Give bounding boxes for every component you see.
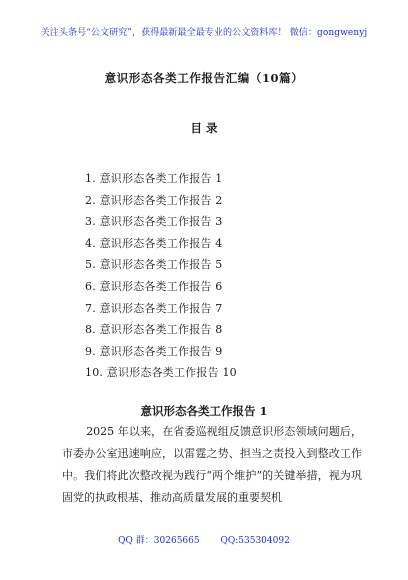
body-paragraph: 2025 年以来，在省委巡视组反馈意识形态领域问题后，市委办公室迅速响应，以雷霆之势、担当之责投入到整改工作中。我们将此次整改视为践行“两个维护”的关键举措，视为巩固党的执政根基、推动高质量发展的重要契机 bbox=[62, 425, 362, 504]
table-of-contents bbox=[85, 168, 237, 384]
qq-group-text: QQ 群：30265665 bbox=[118, 536, 200, 546]
qq-contact-text: QQ:535304092 bbox=[220, 536, 290, 546]
toc-item[interactable]: 4. 意识形态各类工作报告 4 bbox=[85, 236, 223, 250]
toc-item[interactable]: 2. 意识形态各类工作报告 2 bbox=[85, 193, 223, 207]
section-title: 意识形态各类工作报告 1 bbox=[140, 404, 268, 418]
toc-item[interactable]: 5. 意识形态各类工作报告 5 bbox=[85, 258, 223, 272]
toc-item[interactable]: 8. 意识形态各类工作报告 8 bbox=[85, 323, 223, 337]
toc-heading: 目 录 bbox=[190, 121, 218, 135]
promo-banner: 关注头条号“公文研究”，获得最新最全最专业的公文资料库！ 微信：gongwenyj bbox=[40, 28, 368, 38]
toc-item[interactable]: 7. 意识形态各类工作报告 7 bbox=[85, 301, 223, 315]
toc-item[interactable]: 3. 意识形态各类工作报告 3 bbox=[85, 215, 223, 229]
document-title: 意识形态各类工作报告汇编（10篇） bbox=[104, 71, 304, 85]
toc-item[interactable]: 10. 意识形态各类工作报告 10 bbox=[85, 366, 237, 380]
contact-footer bbox=[0, 533, 408, 546]
toc-item[interactable]: 6. 意识形态各类工作报告 6 bbox=[85, 279, 223, 293]
toc-item[interactable]: 9. 意识形态各类工作报告 9 bbox=[85, 344, 223, 358]
toc-item[interactable]: 1. 意识形态各类工作报告 1 bbox=[85, 172, 223, 185]
